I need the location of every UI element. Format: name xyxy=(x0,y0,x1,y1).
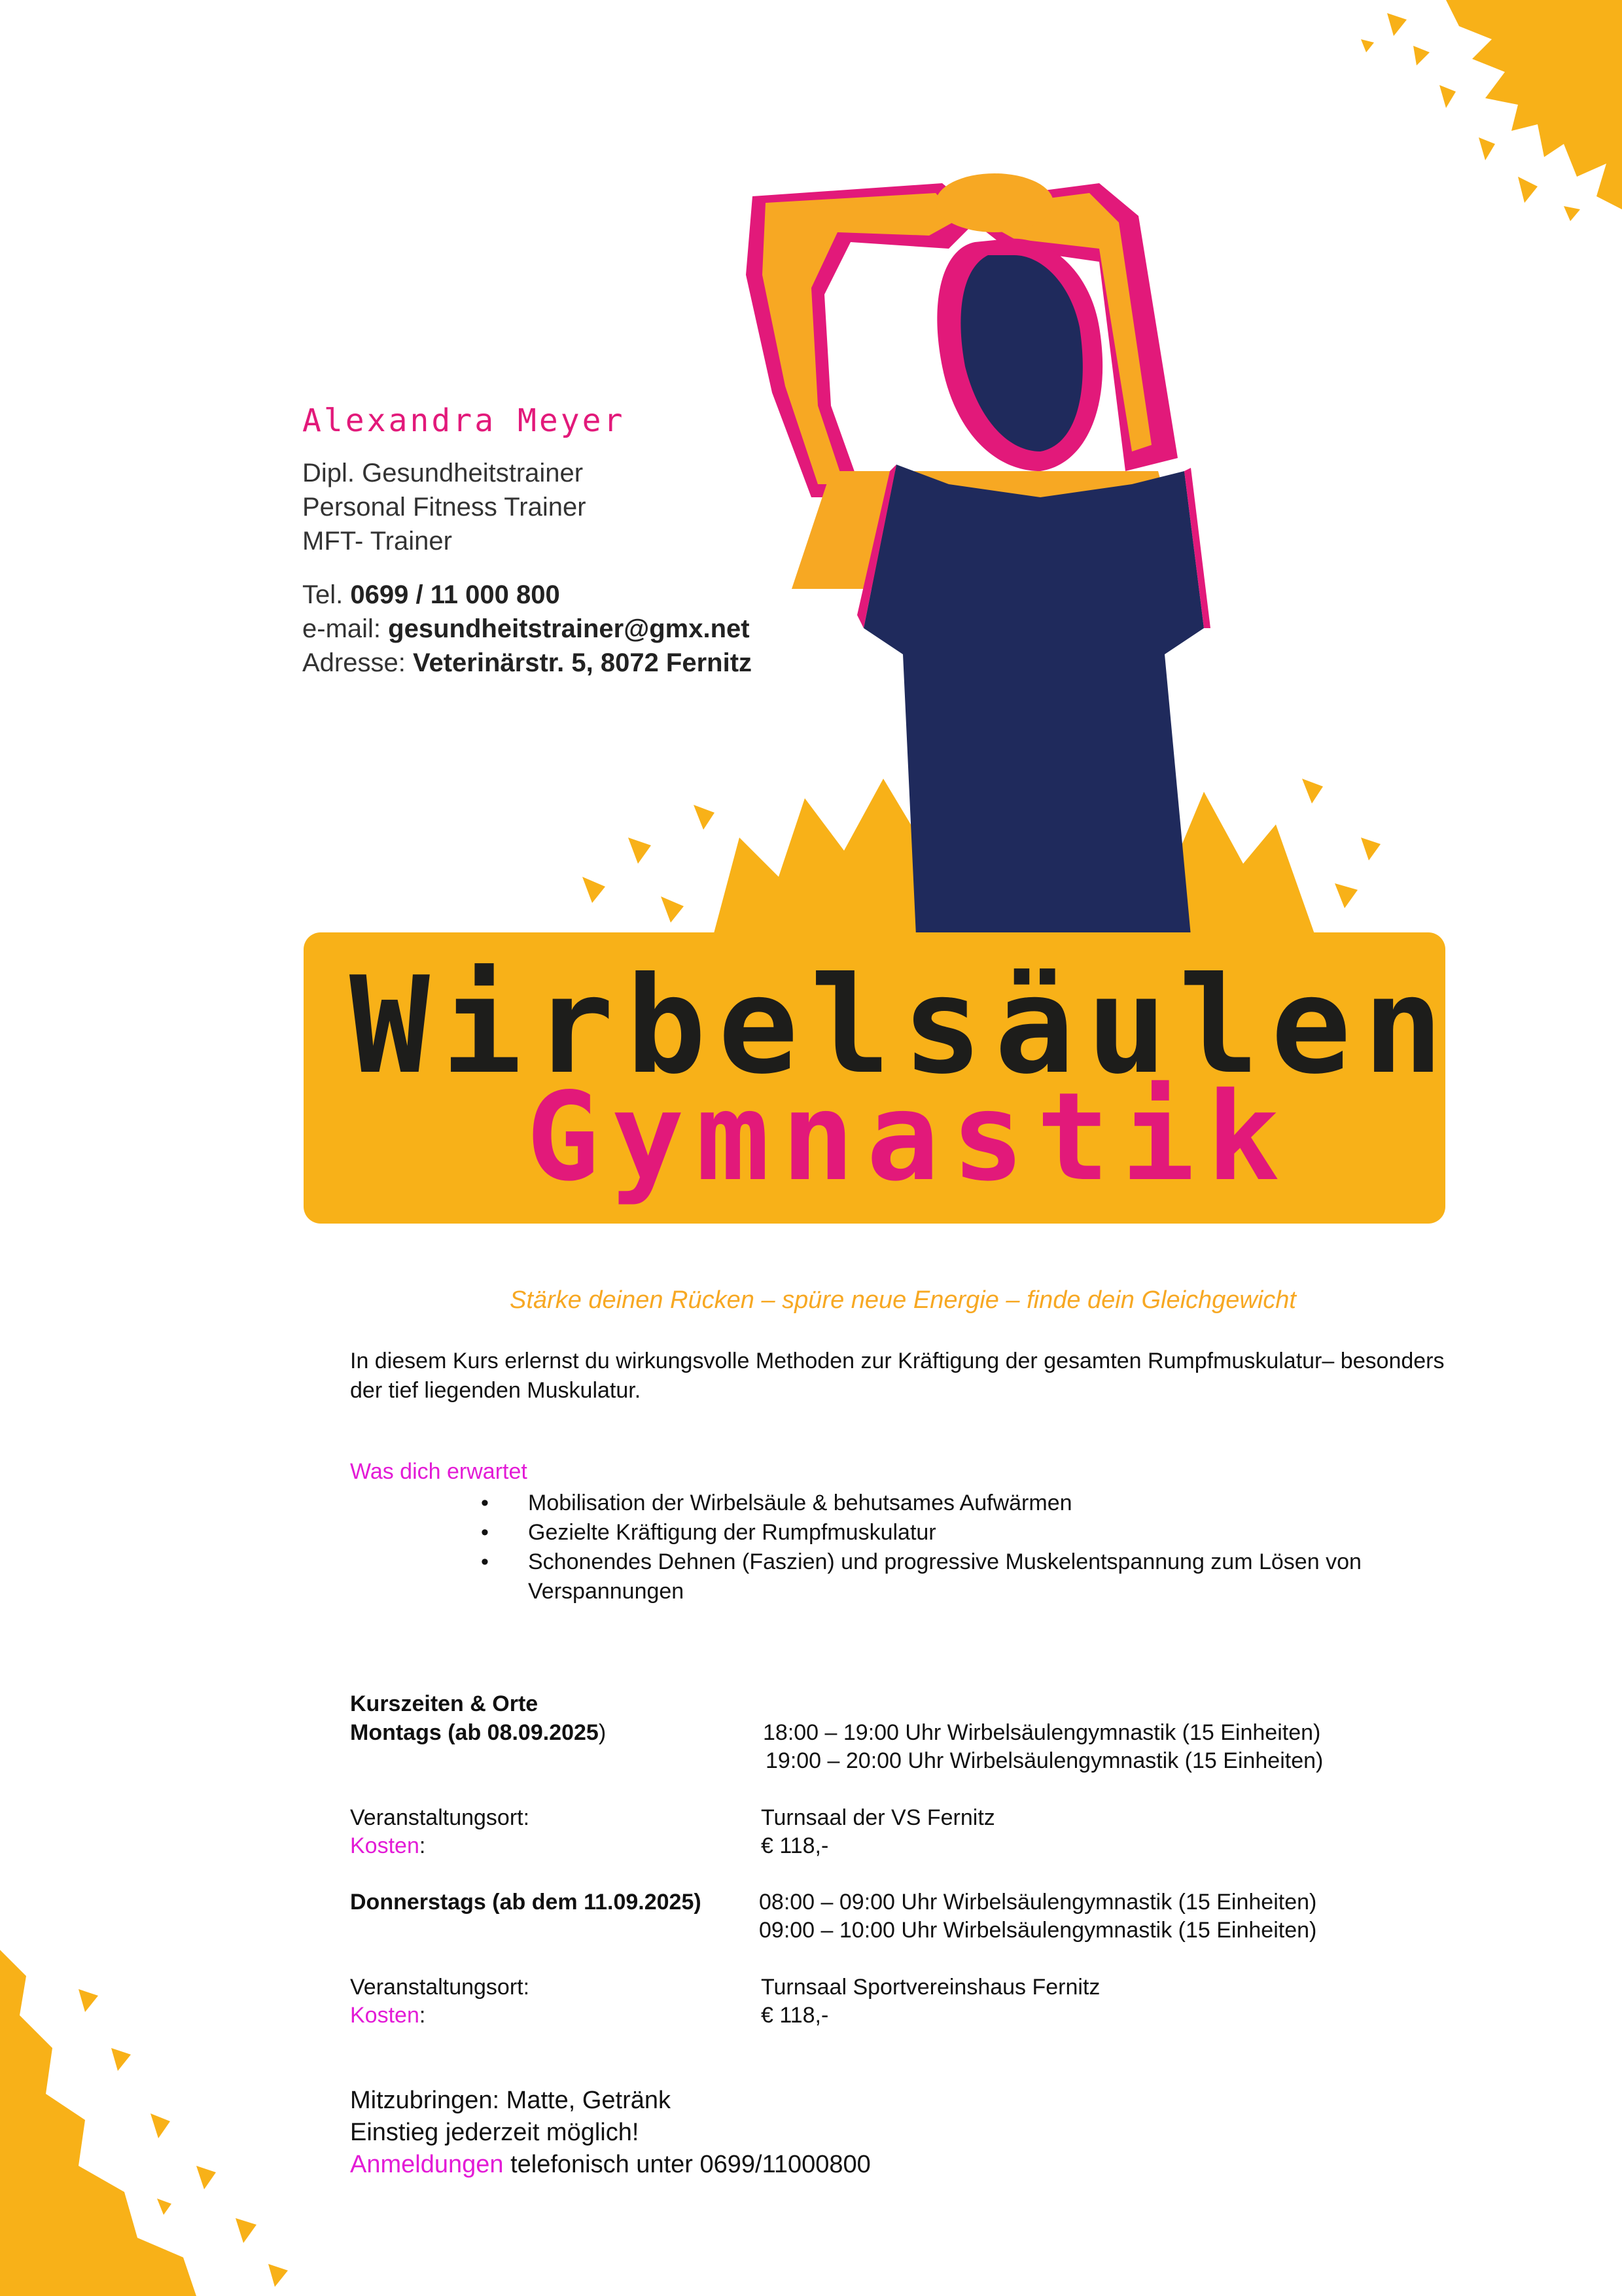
phone-line: Tel. 0699 / 11 000 800 xyxy=(302,580,560,609)
thursday-venue-label: Veranstaltungsort: xyxy=(350,1975,530,2000)
qualification: MFT- Trainer xyxy=(302,527,452,556)
monday-cost: € 118,- xyxy=(761,1833,829,1858)
email-address: gesundheitstrainer@gmx.net xyxy=(388,614,750,643)
orange-splash-top-right xyxy=(1348,0,1622,222)
email-line: e-mail: gesundheitstrainer@gmx.net xyxy=(302,614,750,643)
monday-label: Montags (ab 08.09.2025) xyxy=(350,1720,607,1745)
contact-block xyxy=(302,402,752,680)
title-banner xyxy=(304,932,1455,1224)
list-item: • Gezielte Kräftigung der Rumpfmuskulatur xyxy=(481,1518,1475,1547)
woman-stretching-illustration xyxy=(733,131,1256,936)
thursday-venue: Turnsaal Sportvereinshaus Fernitz xyxy=(761,1975,1101,2000)
expect-heading: Was dich erwartet xyxy=(350,1459,527,1484)
intro-text: In diesem Kurs erlernst du wirkungsvolle Methoden zur Kräftigung der gesamten Rumpfmuskulatur– besonders der tief liegenden Muskulatur. xyxy=(350,1349,1445,1403)
entry-text: Einstieg jederzeit möglich! xyxy=(350,2119,639,2146)
schedule-heading: Kurszeiten & Orte xyxy=(350,1691,538,1716)
thursday-cost-label: Kosten: xyxy=(350,2003,426,2028)
thursday-cost: € 118,- xyxy=(761,2003,829,2028)
phone-number: 0699 / 11 000 800 xyxy=(350,580,560,609)
address-line: Adresse: Veterinärstr. 5, 8072 Fernitz xyxy=(302,648,752,677)
slogan: Stärke deinen Rücken – spüre neue Energie – finde dein Gleichgewicht xyxy=(510,1286,1296,1314)
thursday-label: Donnerstags (ab dem 11.09.2025) xyxy=(350,1890,701,1915)
monday-cost-label: Kosten: xyxy=(350,1833,426,1858)
monday-venue: Turnsaal der VS Fernitz xyxy=(761,1805,995,1830)
monday-venue-label: Veranstaltungsort: xyxy=(350,1805,530,1830)
address-value: Veterinärstr. 5, 8072 Fernitz xyxy=(412,648,752,677)
registration-text: Anmeldungen telefonisch unter 0699/11000800 xyxy=(350,2151,871,2178)
thursday-slot: 08:00 – 09:00 Uhr Wirbelsäulengymnastik (15 Einheiten) xyxy=(759,1890,1317,1915)
monday-slot: 19:00 – 20:00 Uhr Wirbelsäulengymnastik (15 Einheiten) xyxy=(766,1748,1324,1773)
list-item: • Schonendes Dehnen (Faszien) und progressive Muskelentspannung zum Lösen von Verspannungen xyxy=(481,1547,1475,1606)
monday-slot: 18:00 – 19:00 Uhr Wirbelsäulengymnastik (15 Einheiten) xyxy=(763,1720,1321,1745)
expect-list xyxy=(481,1489,1475,1606)
title-line-1: Wirbelsäulen xyxy=(349,949,1455,1104)
orange-splash-bottom-left xyxy=(0,1950,314,2296)
trainer-name: Alexandra Meyer xyxy=(302,402,626,439)
qualification: Personal Fitness Trainer xyxy=(302,493,586,521)
title-line-2: Gymnastik xyxy=(526,1066,1292,1208)
list-item: • Mobilisation der Wirbelsäule & behutsames Aufwärmen xyxy=(481,1489,1475,1518)
bring-text: Mitzubringen: Matte, Getränk xyxy=(350,2087,671,2114)
thursday-slot: 09:00 – 10:00 Uhr Wirbelsäulengymnastik (15 Einheiten) xyxy=(759,1918,1317,1943)
qualification: Dipl. Gesundheitstrainer xyxy=(302,459,584,487)
